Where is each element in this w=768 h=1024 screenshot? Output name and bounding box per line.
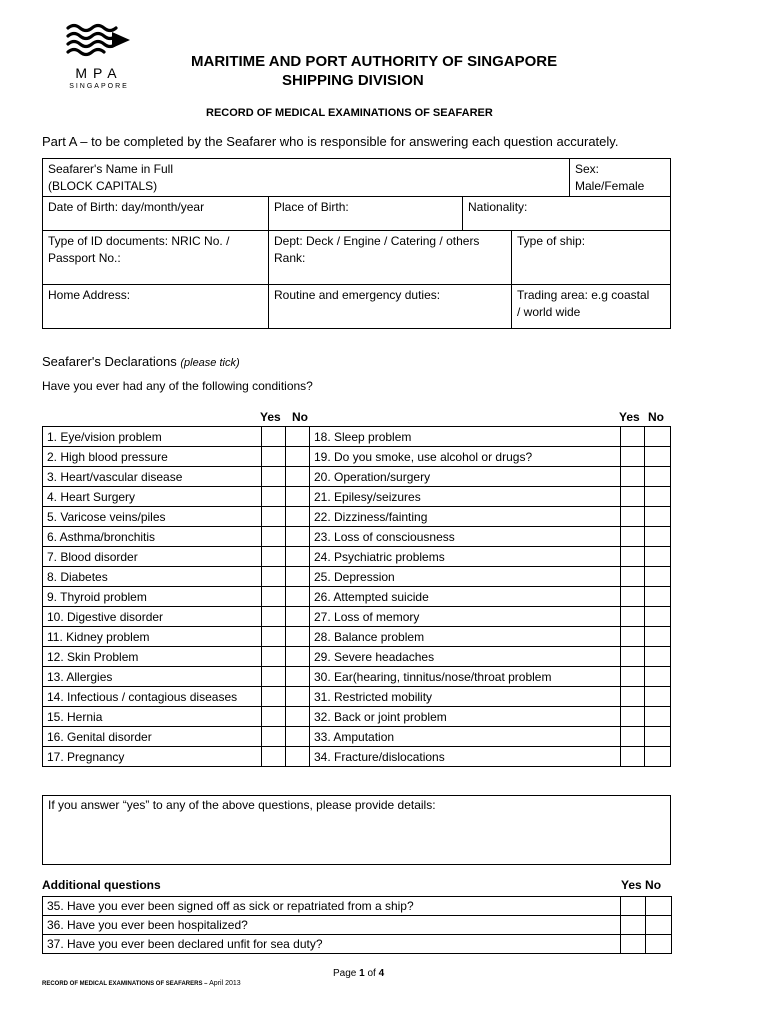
yes-checkbox[interactable]: [262, 467, 286, 487]
condition-label: 12. Skin Problem: [43, 647, 262, 667]
details-box[interactable]: [42, 795, 671, 865]
no-checkbox[interactable]: [286, 527, 310, 547]
no-checkbox[interactable]: [286, 667, 310, 687]
dept-field[interactable]: [268, 230, 512, 285]
table-row: [43, 935, 672, 954]
name-field[interactable]: [42, 158, 570, 197]
no-checkbox[interactable]: [645, 687, 671, 707]
ship-type-label: Type of ship:: [517, 234, 586, 248]
table-row: [43, 627, 671, 647]
yes-checkbox[interactable]: [621, 707, 645, 727]
yes-checkbox[interactable]: [621, 727, 645, 747]
condition-label: 25. Depression: [310, 567, 621, 587]
condition-label: 27. Loss of memory: [310, 607, 621, 627]
passport-label: Passport No.:: [48, 251, 121, 265]
trading-area-field[interactable]: [511, 284, 671, 329]
yes-header-right: Yes: [619, 410, 640, 424]
no-checkbox[interactable]: [286, 647, 310, 667]
table-row: [43, 507, 671, 527]
ship-type-field[interactable]: [511, 230, 671, 285]
no-checkbox[interactable]: [645, 747, 671, 767]
condition-label: 24. Psychiatric problems: [310, 547, 621, 567]
dob-field[interactable]: [42, 196, 269, 231]
yes-checkbox[interactable]: [262, 427, 286, 447]
table-row: [43, 647, 671, 667]
yes-checkbox[interactable]: [262, 747, 286, 767]
no-checkbox[interactable]: [645, 567, 671, 587]
division-title: SHIPPING DIVISION: [282, 72, 424, 89]
condition-label: 22. Dizziness/fainting: [310, 507, 621, 527]
nationality-field[interactable]: [462, 196, 671, 231]
no-checkbox[interactable]: [645, 507, 671, 527]
duties-label: Routine and emergency duties:: [274, 288, 441, 302]
yes-checkbox[interactable]: [621, 527, 645, 547]
authority-title: MARITIME AND PORT AUTHORITY OF SINGAPORE: [191, 53, 558, 70]
table-row: [43, 897, 672, 916]
table-row: [43, 707, 671, 727]
condition-label: 3. Heart/vascular disease: [43, 467, 262, 487]
condition-label: 30. Ear(hearing, tinnitus/nose/throat problem: [310, 667, 621, 687]
no-checkbox[interactable]: [286, 687, 310, 707]
yes-checkbox[interactable]: [621, 897, 646, 916]
yes-checkbox[interactable]: [262, 527, 286, 547]
yes-checkbox[interactable]: [621, 427, 645, 447]
nationality-label: Nationality:: [468, 200, 528, 214]
declarations-heading: Seafarer's Declarations: [42, 354, 177, 369]
dob-label: Date of Birth: day/month/year: [48, 200, 205, 214]
mpa-logo: [66, 22, 132, 98]
yes-checkbox[interactable]: [621, 567, 645, 587]
table-row: [43, 607, 671, 627]
no-checkbox[interactable]: [286, 427, 310, 447]
yes-checkbox[interactable]: [621, 607, 645, 627]
yes-checkbox[interactable]: [262, 507, 286, 527]
address-label: Home Address:: [48, 288, 131, 302]
yes-checkbox[interactable]: [621, 447, 645, 467]
no-checkbox[interactable]: [286, 587, 310, 607]
pob-field[interactable]: [268, 196, 463, 231]
logo-subtext: SINGAPORE: [69, 83, 129, 90]
condition-label: 11. Kidney problem: [43, 627, 262, 647]
condition-label: 21. Epilesy/seizures: [310, 487, 621, 507]
table-row: [43, 916, 672, 935]
yes-checkbox[interactable]: [621, 507, 645, 527]
yes-checkbox[interactable]: [262, 687, 286, 707]
table-row: [43, 547, 671, 567]
table-row: [43, 487, 671, 507]
yes-checkbox[interactable]: [621, 935, 646, 954]
table-row: [43, 747, 671, 767]
condition-label: 15. Hernia: [43, 707, 262, 727]
name-label: Seafarer's Name in Full: [48, 162, 174, 176]
no-checkbox[interactable]: [286, 507, 310, 527]
yes-checkbox[interactable]: [262, 567, 286, 587]
condition-label: 34. Fracture/dislocations: [310, 747, 621, 767]
yes-checkbox[interactable]: [621, 647, 645, 667]
address-field[interactable]: [42, 284, 269, 329]
no-checkbox[interactable]: [645, 607, 671, 627]
additional-yes-no-header: Yes No: [621, 878, 662, 892]
footer-text: [42, 980, 241, 987]
wave-logo-icon: [66, 22, 132, 64]
yes-checkbox[interactable]: [621, 587, 645, 607]
no-checkbox[interactable]: [645, 527, 671, 547]
table-row: [43, 447, 671, 467]
yes-checkbox[interactable]: [621, 547, 645, 567]
declarations-note: (please tick): [180, 357, 240, 369]
condition-label: 6. Asthma/bronchitis: [43, 527, 262, 547]
no-checkbox[interactable]: [286, 627, 310, 647]
condition-label: 19. Do you smoke, use alcohol or drugs?: [310, 447, 621, 467]
footer-date: April 2013: [209, 980, 241, 987]
yes-checkbox[interactable]: [262, 707, 286, 727]
table-row: [43, 687, 671, 707]
condition-label: 14. Infectious / contagious diseases: [43, 687, 262, 707]
no-checkbox[interactable]: [286, 467, 310, 487]
no-checkbox[interactable]: [286, 547, 310, 567]
no-checkbox[interactable]: [646, 916, 672, 935]
additional-questions-title: Additional questions: [42, 878, 161, 892]
page-number: [333, 968, 384, 979]
conditions-question: Have you ever had any of the following conditions?: [42, 379, 313, 393]
condition-label: 18. Sleep problem: [310, 427, 621, 447]
yes-checkbox[interactable]: [262, 587, 286, 607]
yes-checkbox[interactable]: [621, 467, 645, 487]
yes-checkbox[interactable]: [262, 447, 286, 467]
page-current: 1: [359, 968, 365, 979]
condition-label: 17. Pregnancy: [43, 747, 262, 767]
question-label: 37. Have you ever been declared unfit for sea duty?: [43, 935, 621, 954]
yes-checkbox[interactable]: [262, 727, 286, 747]
no-checkbox[interactable]: [645, 427, 671, 447]
condition-label: 7. Blood disorder: [43, 547, 262, 567]
no-checkbox[interactable]: [645, 647, 671, 667]
no-checkbox[interactable]: [645, 547, 671, 567]
duties-field[interactable]: [268, 284, 512, 329]
page-of: of: [367, 968, 376, 979]
pob-label: Place of Birth:: [274, 200, 349, 214]
page-total: 4: [378, 968, 385, 979]
id-docs-field[interactable]: [42, 230, 269, 285]
yes-checkbox[interactable]: [621, 747, 645, 767]
condition-label: 33. Amputation: [310, 727, 621, 747]
details-prompt: If you answer “yes” to any of the above questions, please provide details:: [48, 798, 436, 812]
no-checkbox[interactable]: [645, 467, 671, 487]
condition-label: 13. Allergies: [43, 667, 262, 687]
no-checkbox[interactable]: [286, 747, 310, 767]
yes-checkbox[interactable]: [262, 607, 286, 627]
table-row: [43, 467, 671, 487]
condition-label: 4. Heart Surgery: [43, 487, 262, 507]
no-checkbox[interactable]: [645, 627, 671, 647]
table-row: [43, 427, 671, 447]
yes-checkbox[interactable]: [621, 667, 645, 687]
no-checkbox[interactable]: [286, 567, 310, 587]
condition-label: 10. Digestive disorder: [43, 607, 262, 627]
condition-label: 20. Operation/surgery: [310, 467, 621, 487]
table-row: [43, 567, 671, 587]
form-title: RECORD OF MEDICAL EXAMINATIONS OF SEAFARER: [206, 107, 493, 119]
condition-label: 8. Diabetes: [43, 567, 262, 587]
no-checkbox[interactable]: [645, 727, 671, 747]
no-checkbox[interactable]: [646, 897, 672, 916]
declarations-title: [42, 354, 240, 369]
no-header-right: No: [648, 410, 664, 424]
id-docs-label: Type of ID documents: NRIC No. /: [48, 234, 230, 248]
no-checkbox[interactable]: [645, 487, 671, 507]
question-label: 35. Have you ever been signed off as sick or repatriated from a ship?: [43, 897, 621, 916]
yes-checkbox[interactable]: [262, 487, 286, 507]
yes-checkbox[interactable]: [262, 547, 286, 567]
sex-field[interactable]: [569, 158, 671, 197]
no-header-left: No: [292, 410, 308, 424]
condition-label: 1. Eye/vision problem: [43, 427, 262, 447]
table-row: [43, 727, 671, 747]
table-row: [43, 527, 671, 547]
no-checkbox[interactable]: [645, 707, 671, 727]
yes-checkbox[interactable]: [262, 667, 286, 687]
no-checkbox[interactable]: [286, 487, 310, 507]
sex-options: Male/Female: [575, 179, 645, 193]
conditions-table: [42, 426, 671, 767]
no-checkbox[interactable]: [286, 447, 310, 467]
condition-label: 32. Back or joint problem: [310, 707, 621, 727]
condition-label: 29. Severe headaches: [310, 647, 621, 667]
yes-header-left: Yes: [260, 410, 281, 424]
yes-checkbox[interactable]: [621, 916, 646, 935]
no-checkbox[interactable]: [646, 935, 672, 954]
yes-checkbox[interactable]: [621, 487, 645, 507]
no-checkbox[interactable]: [645, 667, 671, 687]
condition-label: 31. Restricted mobility: [310, 687, 621, 707]
yes-checkbox[interactable]: [262, 627, 286, 647]
yes-checkbox[interactable]: [621, 627, 645, 647]
rank-label: Rank:: [274, 251, 306, 265]
yes-checkbox[interactable]: [262, 647, 286, 667]
no-checkbox[interactable]: [645, 447, 671, 467]
additional-questions-table: [42, 896, 672, 954]
no-checkbox[interactable]: [286, 607, 310, 627]
condition-label: 2. High blood pressure: [43, 447, 262, 467]
condition-label: 5. Varicose veins/piles: [43, 507, 262, 527]
page-prefix: Page: [333, 968, 357, 979]
condition-label: 9. Thyroid problem: [43, 587, 262, 607]
condition-label: 16. Genital disorder: [43, 727, 262, 747]
name-label-caps: (BLOCK CAPITALS): [48, 179, 158, 193]
table-row: [43, 667, 671, 687]
no-checkbox[interactable]: [286, 727, 310, 747]
condition-label: 23. Loss of consciousness: [310, 527, 621, 547]
no-checkbox[interactable]: [286, 707, 310, 727]
part-a-instructions: Part A – to be completed by the Seafarer who is responsible for answering each question accurately.: [42, 134, 619, 149]
sex-label: Sex:: [575, 162, 600, 176]
trading-area-options: / world wide: [517, 305, 581, 319]
yes-checkbox[interactable]: [621, 687, 645, 707]
condition-label: 28. Balance problem: [310, 627, 621, 647]
dept-label: Dept: Deck / Engine / Catering / others: [274, 234, 480, 248]
condition-label: 26. Attempted suicide: [310, 587, 621, 607]
table-row: [43, 587, 671, 607]
trading-area-label: Trading area: e.g coastal: [517, 288, 650, 302]
footer-title: RECORD OF MEDICAL EXAMINATIONS OF SEAFARERS –: [42, 981, 208, 987]
no-checkbox[interactable]: [645, 587, 671, 607]
logo-text: MPA: [75, 65, 123, 81]
question-label: 36. Have you ever been hospitalized?: [43, 916, 621, 935]
